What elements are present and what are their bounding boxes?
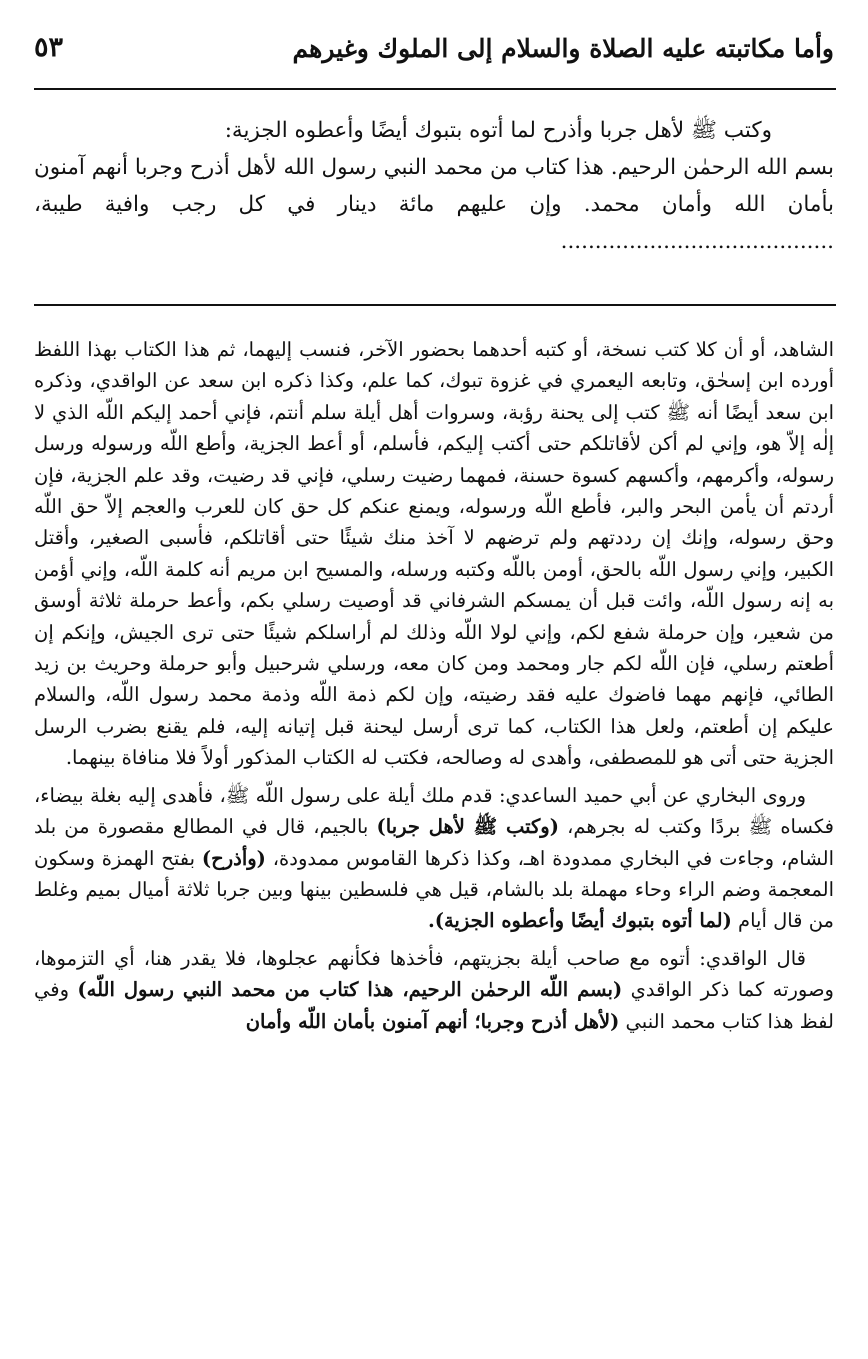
commentary-text: قال الواقدي: أتوه مع صاحب أيلة بجزيتهم، فأخذها فكأنهم عجلوها، فلا يقدر هنا، أي التزموها، وصورته كما ذكر الواقدي: [34, 946, 834, 1002]
quoted-phrase: (وأذرح): [201, 846, 266, 870]
commentary-text: وفي لفظ هذا كتاب محمد النبي: [34, 978, 834, 1033]
commentary-text: بفتح الهمزة وسكون المعجمة وضم الراء وحاء مهملة بلد بالشام، قيل هي فلسطين بينها وبين جربا ثلاثة أميال بميم وغلط من قال أيام: [34, 846, 834, 933]
quoted-intro-line: وكتب ﷺ لأهل جربا وأذرح لما أتوه بتبوك أيضًا وأعطوه الجزية:: [224, 118, 772, 143]
commentary-text: وروى البخاري عن أبي حميد الساعدي: قدم ملك أيلة على رسول اللّه ﷺ، فأهدى إليه بغلة بيضاء، فكساه ﷺ بردًا وكتب له بجرهم،: [34, 783, 834, 839]
page-number: ٥٣: [34, 32, 64, 63]
running-title: وأما مكاتبته عليه الصلاة والسلام إلى الملوك وغيرهم: [292, 34, 834, 63]
commentary-paragraph-3: [34, 943, 834, 1037]
quoted-phrase: (بسم اللّه الرحمٰن الرحيم، هذا كتاب من محمد النبي رسول اللّه): [77, 978, 623, 1002]
header-divider: [34, 88, 836, 90]
text-commentary-divider: [34, 304, 836, 306]
commentary-paragraph-1: الشاهد، أو أن كلا كتب نسخة، أو كتبه أحدهما بحضور الآخر، فنسب إليهما، ثم هذا الكتاب بهذا اللفظ أورده ابن إسحٰق، وتابعه اليعمري في غزوة تبوك، كما علم، وكذا ذكره ابن سعد عن الواقدي، وذكره ابن سعد أيضًا أنه ﷺ كتب إلى يحنة رؤبة، وسروات أهل أيلة سلم أنتم، فإني أحمد إليكم اللّه الذي لا إلٰه إلاّ هو، وإني لم أكن لأقاتلكم حتى أكتب إليكم، فأسلم، أو أعط الجزية، وأطع اللّه ورسوله ورسل رسوله، وأكرمهم، وأكسهم كسوة حسنة، فمهما رضيت رسلي، فإني قد رضيت، وقد علم الجزية، فإن أردتم أن يأمن البحر والبر، فأطع اللّه ورسوله، ويمنع عنكم كل حق كان للعرب والعجم إلاّ حق اللّه وحق رسوله، وإنك إن رددتهم ولم ترضهم لا آخذ منك شيئًا حتى أقاتلكم، فأسبى الصغير، وأقتل الكبير، وإني رسول اللّه بالحق، أومن باللّه وكتبه ورسله، والمسيح ابن مريم أنه كلمة اللّه، وإني أؤمن به إنه رسول اللّه، وائت قبل أن يمسكم الشرفاني قد أوصيت رسلي بكم، وأعط حرملة ثلاثة أوسق من شعير، وإن حرملة شفع لكم، وإني لولا اللّه وذلك لم أراسلكم شيئًا حتى ترى الجيش، وإنكم إن أطعتم رسلي، فإن اللّه لكم جار ومحمد ومن كان معه، ورسلي شرحبيل وأبو حرملة وحريث بن زيد الطائي، فإنهم مهما فاضوك عليه فقد رضيته، وإن لكم ذمة اللّه وذمة محمد رسول اللّه، والسلام عليكم إن أطعتم، ولعل هذا الكتاب، كما ترى أرسل ليحنة قبل إتيانه إليه، فلم يقنع بضرب الرسل الجزية حتى أتى هو للمصطفى، وأهدى له وصالحه، فكتب له الكتاب المذكور أولاً فلا منافاة بينهما.: [34, 338, 834, 770]
commentary-paragraph-2: [34, 780, 834, 937]
quoted-phrase: (لأهل أذرح وجربا؛ أنهم آمنون بأمان اللّه وأمان: [245, 1009, 620, 1033]
page-header: [30, 28, 834, 76]
quoted-phrase: (لما أتوه بتبوك أيضًا وأعطوه الجزية).: [427, 909, 732, 933]
commentary-block: [34, 334, 834, 1043]
quoted-text-block: [34, 112, 834, 260]
quoted-letter: بسم الله الرحمٰن الرحيم. هذا كتاب من محمد النبي رسول الله لأهل أذرح وجربا أنهم آمنون بأمان الله وأمان محمد. وإن عليهم مائة دينار في كل رجب وافية طيبة، ........................................: [34, 155, 834, 254]
commentary-text: بالجيم، قال في المطالع مقصورة من بلد الشام، وجاءت في البخاري ممدودة اهـ، وكذا ذكرها القاموس ممدودة،: [34, 815, 834, 870]
quoted-phrase: (وكتب ﷺ لأهل جربا): [376, 815, 559, 839]
